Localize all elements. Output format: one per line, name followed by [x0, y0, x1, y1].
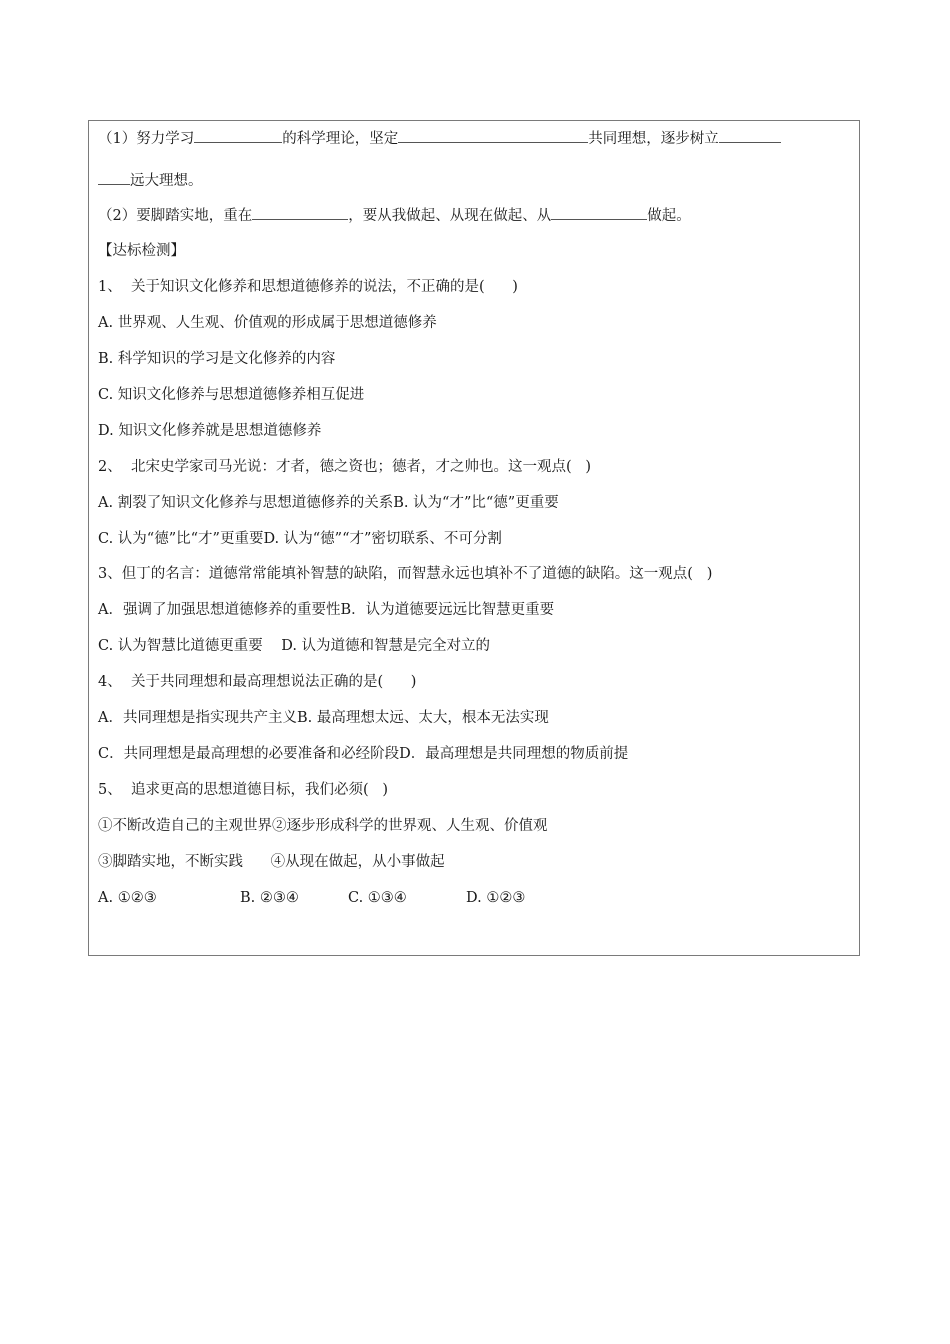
blank-3b[interactable]: [98, 170, 130, 185]
q4-options-cd: C．共同理想是最高理想的必要准备和必经阶段D．最高理想是共同理想的物质前提: [98, 746, 629, 762]
q2-options-cd: C. 认为“德”比“才”更重要D. 认为“德”“才”密切联系、不可分割: [98, 531, 502, 547]
q3-stem: 3、但丁的名言：道德常常能填补智慧的缺陷，而智慧永远也填补不了道德的缺陷。这一观点( ): [98, 566, 713, 582]
q5-stem: 5、 追求更高的思想道德目标，我们必须( ): [98, 782, 389, 798]
q4-options-ab: A．共同理想是指实现共产主义B. 最高理想太远、太大，根本无法实现: [98, 710, 549, 726]
fill-in-2: （2）要脚踏实地，重在 ，要从我做起、从现在做起、从 做起。: [98, 205, 691, 226]
q4-stem: 4、 关于共同理想和最高理想说法正确的是( ): [98, 674, 417, 690]
q5-option-c: C. ①③④: [348, 890, 407, 906]
q1-option-a: A. 世界观、人生观、价值观的形成属于思想道德修养: [98, 315, 437, 331]
q1-stem: 1、 关于知识文化修养和思想道德修养的说法，不正确的是( ): [98, 279, 518, 295]
blank-1[interactable]: [194, 128, 282, 143]
q5-option-a: A. ①②③: [98, 890, 157, 906]
blank-4[interactable]: [252, 205, 348, 220]
q2-stem: 2、 北宋史学家司马光说：才者，德之资也；德者，才之帅也。这一观点( ): [98, 459, 592, 475]
q5-option-b: B. ②③④: [240, 890, 299, 906]
q5-option-d: D. ①②③: [466, 890, 526, 906]
fill-in-1-cont: 远大理想。: [98, 170, 203, 191]
section-title: 【达标检测】: [98, 243, 185, 259]
q3-options-cd: C. 认为智慧比道德更重要 D. 认为道德和智慧是完全对立的: [98, 638, 491, 654]
q1-option-d: D. 知识文化修养就是思想道德修养: [98, 423, 322, 439]
q3-options-ab: A．强调了加强思想道德修养的重要性B．认为道德要远远比智慧更重要: [98, 602, 555, 618]
q1-option-c: C. 知识文化修养与思想道德修养相互促进: [98, 387, 365, 403]
q5-statements-34: ③脚踏实地，不断实践 ④从现在做起，从小事做起: [98, 854, 445, 870]
blank-5[interactable]: [551, 205, 647, 220]
blank-3[interactable]: [719, 128, 781, 143]
q2-options-ab: A. 割裂了知识文化修养与思想道德修养的关系B. 认为“才”比“德”更重要: [98, 495, 559, 511]
q1-option-b: B. 科学知识的学习是文化修养的内容: [98, 351, 336, 367]
blank-2[interactable]: [398, 128, 588, 143]
fill-in-1: （1）努力学习 的科学理论，坚定 共同理想，逐步树立: [98, 128, 781, 149]
q5-statements-12: ①不断改造自己的主观世界②逐步形成科学的世界观、人生观、价值观: [98, 818, 548, 834]
